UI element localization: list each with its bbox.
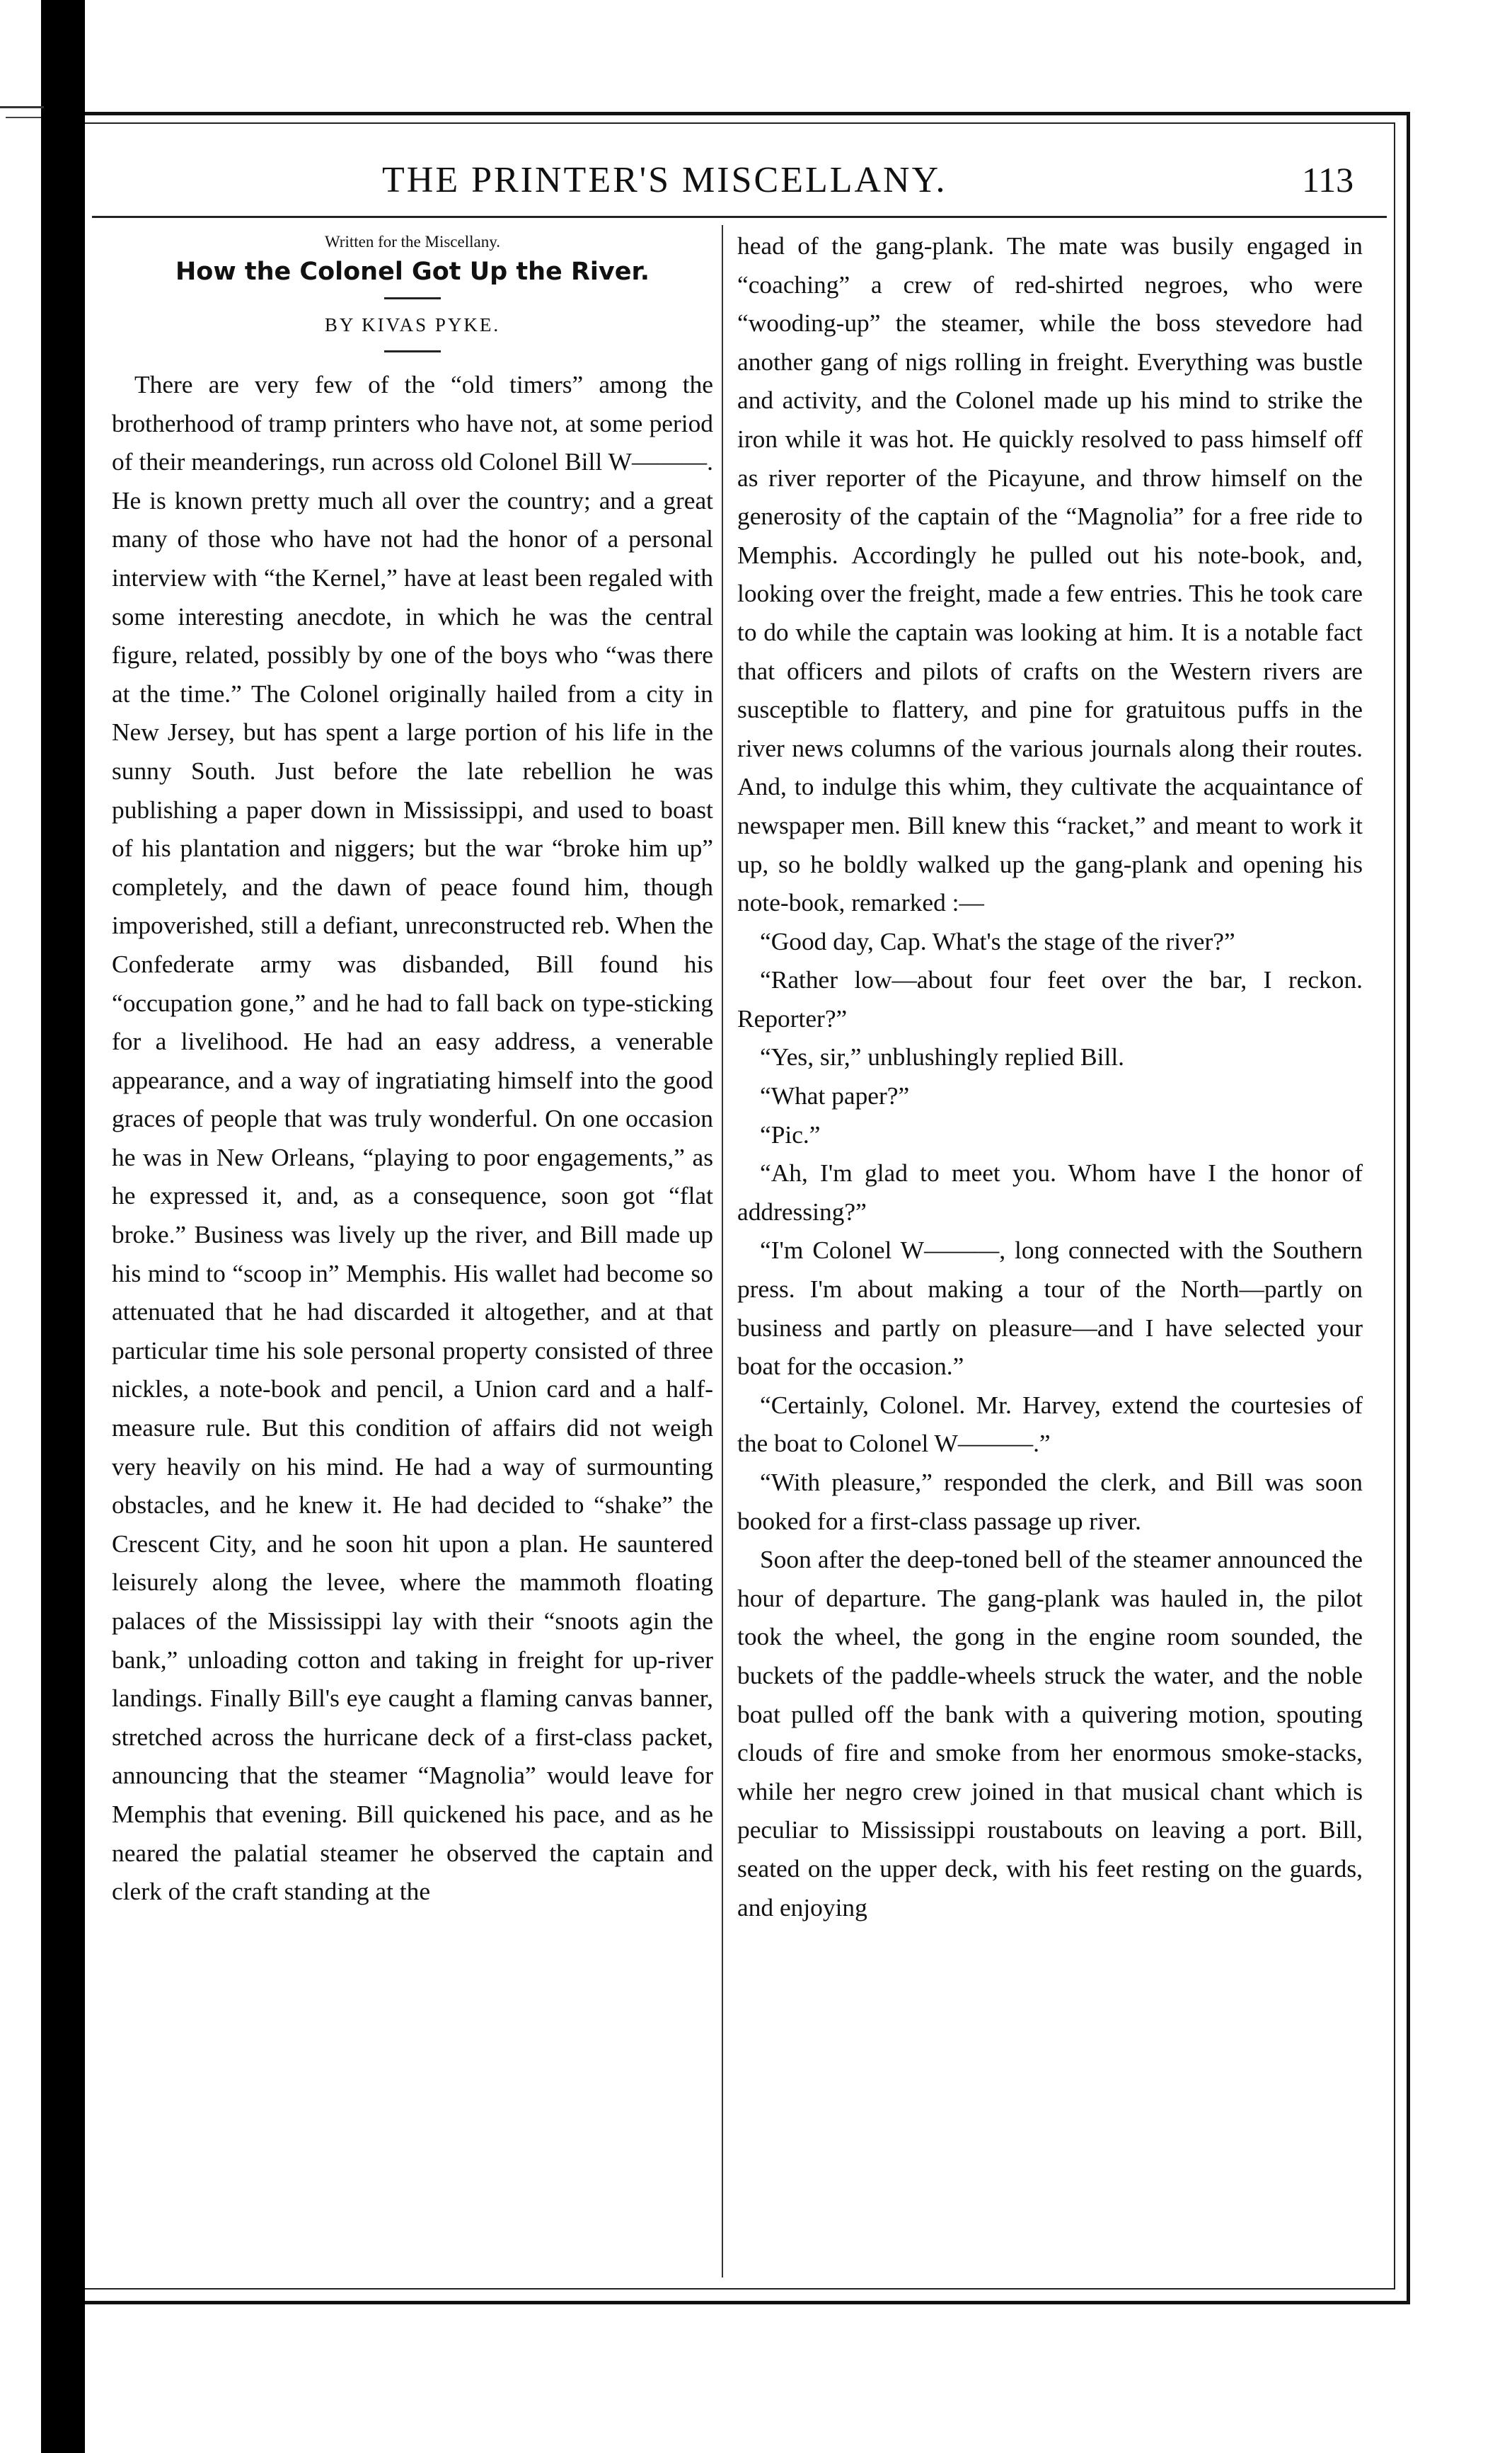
binding-shadow — [41, 0, 85, 2453]
dialogue-paragraph: “Rather low—about four feet over the bar, I reckon. Reporter?” — [737, 965, 1363, 1033]
right-column — [737, 226, 1363, 1926]
article-kicker: Written for the Miscellany. — [325, 233, 500, 251]
dialogue-paragraph: “Yes, sir,” unblushingly replied Bill. — [760, 1042, 1125, 1072]
page-number: 113 — [1302, 160, 1354, 200]
dialogue-paragraph: “Certainly, Colonel. Mr. Harvey, extend the courtesies of the boat to Colonel W———.” — [737, 1390, 1363, 1458]
dialogue-paragraph: “Pic.” — [760, 1120, 821, 1149]
byline-rule — [384, 350, 441, 352]
dialogue-paragraph: “I'm Colonel W———, long connected with the Southern press. I'm about making a tour of the North—partly on business and partly on pleasure—and I have selected your boat for the occasion.” — [737, 1236, 1363, 1381]
title-rule — [384, 297, 441, 299]
edge-mark — [6, 117, 41, 118]
body-paragraph: Soon after the deep-toned bell of the steamer announced the hour of departure. The gang-plank was hauled in, the pilot took the wheel, the gong in the engine room sounded, the buckets of the paddle-wheels struck the water, and the noble boat pulled off the bank with a quivering motion, spouting clouds of fire and smoke from her enormous smoke-stacks, while her negro crew joined in that musical chant which is peculiar to Mississippi roustabouts on leaving a port. Bill, seated on the upper deck, with his feet resting on the guards, and enjoying — [737, 1545, 1363, 1921]
body-paragraph: head of the gang-plank. The mate was busily engaged in “coaching” a crew of red-shirted negroes, who were “wooding-up” the steamer, while the boss stevedore had another gang of nigs rolling in freight. Everything was bustle and activity, and the Colonel made up his mind to strike the iron while it was hot. He quickly resolved to pass himself off as river reporter of the Picayune, and throw himself on the generosity of the captain of the “Magnolia” for a free ride to Memphis. Accordingly he pulled out his note-book, and, looking over the freight, made a few entries. This he took care to do while the captain was looking at him. It is a notable fact that officers and pilots of crafts on the Western rivers are susceptible to flattery, and pine for gratuitous puffs in the river news columns of the various journals along their routes. And, to indulge this whim, they cultivate the acquaintance of newspaper men. Bill knew this “racket,” and meant to work it up, so he boldly walked up the gang-plank and opening his note-book, remarked :— — [737, 231, 1363, 917]
dialogue-paragraph: “What paper?” — [760, 1081, 910, 1110]
dialogue-paragraph: “Ah, I'm glad to meet you. Whom have I the honor of addressing?” — [737, 1159, 1363, 1226]
edge-mark — [0, 106, 44, 108]
dialogue-paragraph: “With pleasure,” responded the clerk, and Bill was soon booked for a first-class passage up river. — [737, 1468, 1363, 1535]
column-divider — [722, 225, 723, 2277]
byline: BY KIVAS PYKE. — [324, 314, 501, 335]
running-head: THE PRINTER'S MISCELLANY. — [382, 160, 947, 200]
article-title: How the Colonel Got Up the River. — [175, 258, 650, 286]
left-column — [112, 226, 713, 1911]
body-paragraph: There are very few of the “old timers” among the brotherhood of tramp printers who have not, at some period of their meanderings, run across old Colonel Bill W———. He is known pretty much all over the country; and a great many of those who have not had the honor of a personal interview with “the Kernel,” have at least been regaled with some interesting anecdote, in which he was the central figure, related, possibly by one of the boys who “was there at the time.” The Colonel originally hailed from a city in New Jersey, but has spent a large portion of his life in the sunny South. Just before the late rebellion he was publishing a paper down in Mississippi, and used to boast of his plantation and niggers; but the war “broke him up” completely, and the dawn of peace found him, though impoverished, still a defiant, unreconstructed reb. When the Confederate army was disbanded, Bill found his “occupation gone,” and he had to fall back on type-sticking for a livelihood. He had an easy address, a venerable appearance, and a way of ingratiating himself into the good graces of people that was truly wonderful. On one occasion he was in New Orleans, “playing to poor engagements,” as he expressed it, and, as a consequence, soon got “flat broke.” Business was lively up the river, and Bill made up his mind to “scoop in” Memphis. His wallet had become so attenuated that he had discarded it altogether, and at that particular time his sole personal property consisted of three nickles, a note-book and pencil, a Union card and a half-measure rule. But this condition of affairs did not weigh very heavily on his mind. He had a way of surmounting obstacles, and he knew it. He had decided to “shake” the Crescent City, and he soon hit upon a plan. He sauntered leisurely along the levee, where the mammoth floating palaces of the Mississippi lay with their “snoots agin the bank,” unloading cotton and taking in freight for up-river landings. Finally Bill's eye caught a flaming canvas banner, stretched across the hurricane deck of a first-class packet, announcing that the steamer “Magnolia” would leave for Memphis that evening. Bill quickened his pace, and as he neared the palatial steamer he observed the captain and clerk of the craft standing at the — [112, 370, 713, 1906]
header-rule — [92, 216, 1387, 218]
dialogue-paragraph: “Good day, Cap. What's the stage of the river?” — [760, 926, 1235, 955]
